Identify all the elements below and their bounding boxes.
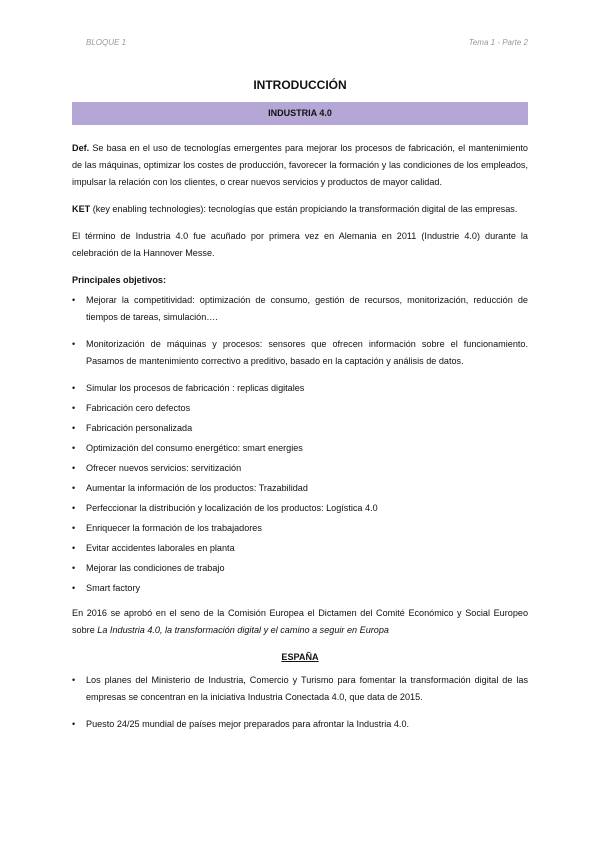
bullet-icon: • <box>72 675 76 685</box>
espana-heading: ESPAÑA <box>281 652 319 662</box>
list-item: • Enriquecer la formación de los trabajadores <box>72 520 528 537</box>
objectives-heading: Principales objetivos: <box>72 275 166 285</box>
bullet-icon: • <box>72 423 76 433</box>
espana-list <box>72 672 528 733</box>
objectives-list <box>72 292 528 597</box>
ket-label: KET <box>72 204 91 214</box>
ket-text: (key enabling technologies): tecnologías que están propiciando la transformación digital de las empresas. <box>90 204 518 214</box>
document-body <box>72 140 528 743</box>
list-item: • Aumentar la información de los productos: Trazabilidad <box>72 480 528 497</box>
list-item: • Los planes del Ministerio de Industria, Comercio y Turismo para fomentar la transformación digital de las empresas se concentran en la iniciativa Industria Conectada 4.0, que data de 2015. <box>72 672 528 706</box>
page-title: INTRODUCCIÓN <box>253 78 347 92</box>
bullet-icon: • <box>72 483 76 493</box>
bullet-icon: • <box>72 563 76 573</box>
list-item: • Perfeccionar la distribución y localización de los productos: Logística 4.0 <box>72 500 528 517</box>
bullet-icon: • <box>72 295 76 305</box>
bullet-icon: • <box>72 543 76 553</box>
bullet-icon: • <box>72 503 76 513</box>
list-item: • Ofrecer nuevos servicios: servitización <box>72 460 528 477</box>
list-item: • Mejorar las condiciones de trabajo <box>72 560 528 577</box>
dictamen-paragraph <box>72 605 528 639</box>
bullet-icon: • <box>72 443 76 453</box>
header-right: Tema 1 - Parte 2 <box>468 38 528 47</box>
list-item: • Smart factory <box>72 580 528 597</box>
bullet-icon: • <box>72 463 76 473</box>
section-band <box>72 102 528 125</box>
definition-label: Def. <box>72 143 90 153</box>
list-item: • Puesto 24/25 mundial de países mejor preparados para afrontar la Industria 4.0. <box>72 716 528 733</box>
bullet-icon: • <box>72 403 76 413</box>
dictamen-italic-title: La Industria 4.0, la transformación digital y el camino a seguir en Europa <box>97 625 389 635</box>
ket-paragraph <box>72 201 528 218</box>
bullet-icon: • <box>72 523 76 533</box>
section-band-title: INDUSTRIA 4.0 <box>268 108 332 118</box>
bullet-icon: • <box>72 719 76 729</box>
bullet-icon: • <box>72 583 76 593</box>
list-item: • Optimización del consumo energético: smart energies <box>72 440 528 457</box>
dictamen-text: En 2016 se aprobó en el seno de la Comisión Europea el Dictamen del Comité Económico y Social Europeo sobre <box>72 608 528 635</box>
list-item: • Simular los procesos de fabricación : replicas digitales <box>72 380 528 397</box>
term-paragraph: El término de Industria 4.0 fue acuñado por primera vez en Alemania en 2011 (Industrie 4.0) durante la celebración de la Hannover Messe. <box>72 231 528 258</box>
bullet-icon: • <box>72 339 76 349</box>
definition-text: Se basa en el uso de tecnologías emergentes para mejorar los procesos de fabricación, el mantenimiento de las máquinas, optimizar los costes de producción, favorecer la formación y las condiciones de los empleados, impulsar la relación con los clientes, o crear nuevos servicios y productos de mayor calidad. <box>72 143 528 187</box>
bullet-icon: • <box>72 383 76 393</box>
list-item: • Monitorización de máquinas y procesos: sensores que ofrecen información sobre el funcionamiento. Pasamos de mantenimiento correctivo a preditivo, basado en la captación y análisis de datos. <box>72 336 528 370</box>
definition-paragraph <box>72 140 528 191</box>
list-item: • Evitar accidentes laborales en planta <box>72 540 528 557</box>
list-item: • Fabricación cero defectos <box>72 400 528 417</box>
list-item: • Mejorar la competitividad: optimización de consumo, gestión de recursos, monitorización, reducción de tiempos de tareas, simulación…. <box>72 292 528 326</box>
header-left: BLOQUE 1 <box>86 38 127 47</box>
list-item: • Fabricación personalizada <box>72 420 528 437</box>
